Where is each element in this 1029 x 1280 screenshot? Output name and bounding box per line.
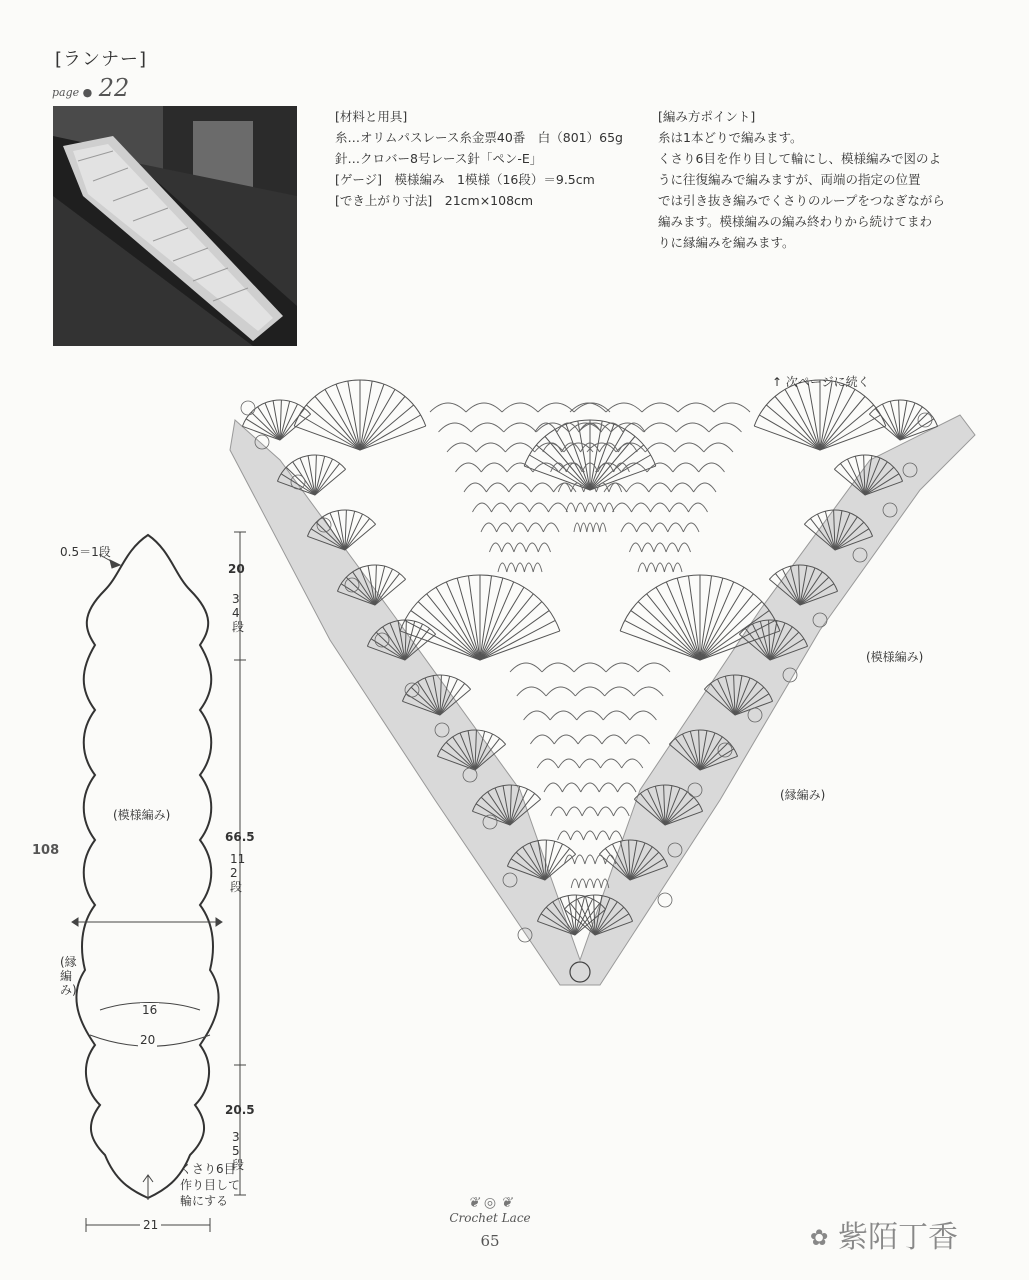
dim-bottom-rows: 35段 [232,1130,245,1172]
points-line: うに往復編みで編みますが、両端の指定の位置 [658,172,921,187]
diagram-pattern-label: (模様編み) [866,650,924,664]
points-line: くさり6目を作り目して輪にし、模様編みで図のよ [658,151,941,166]
points-heading: [編み方ポイント] [658,109,756,124]
fan-motif [524,420,656,490]
border-band [230,415,975,985]
page-reference [52,74,129,102]
points-line: 編みます。模様編みの編み終わりから続けてまわ [658,214,933,229]
footer-brand: Crochet Lace [449,1211,531,1225]
schematic-top-label: 0.5＝1段 [60,545,111,559]
schematic-border-label: (縁編み) [60,955,77,997]
points-line: では引き抜き編みでくさりのループをつなぎながら [658,193,945,208]
materials-line: 糸…オリムパスレース糸金票40番 白（801）65g [335,130,623,145]
watermark-text: 紫陌丁香 [837,1220,958,1255]
dim-mid-value: 66.5 [225,830,255,844]
page-ref-number: 22 [98,74,130,102]
materials-heading: [材料と用具] [335,109,408,124]
start-note-line: 輪にする [180,1194,229,1208]
dim-bottom-value: 20.5 [225,1103,255,1117]
start-note-line: くさり6目 [180,1162,236,1176]
dim-top-rows: 34段 [232,592,245,634]
diagram-border-label: (縁編み) [780,788,826,802]
materials-line: 針…クロバー8号レース針「ペン-E」 [335,151,543,166]
points-line: りに縁編みを編みます。 [658,235,795,250]
width-16: 16 [142,1003,158,1017]
dot-icon: ● [82,86,93,99]
footer-brand-block [420,1195,560,1225]
fan-motif [294,380,426,450]
dim-top-value: 20 [228,562,245,576]
page-prefix: page [52,86,80,99]
crochet-chart-diagram [220,360,980,1010]
wechat-icon: ✿ [810,1226,829,1251]
materials-line: [でき上がり寸法] 21cm×108cm [335,193,534,208]
page-number: 65 [480,1232,500,1250]
fan-motif [242,400,310,440]
row-number-marker [241,401,255,415]
materials-block [335,106,623,211]
runner-photo [53,106,297,346]
width-21: 21 [140,1218,161,1232]
fan-motif [754,380,886,450]
start-note-line: 作り目して [180,1178,241,1192]
continue-note: ↑ 次ページに続く [772,375,870,389]
points-line: 糸は1本どりで編みます。 [658,130,803,145]
schematic-pattern-label: (模様編み) [113,808,171,822]
row-number-marker [658,893,672,907]
points-block [658,106,958,253]
side-mark: 108 [32,843,60,858]
schematic-outline [76,535,218,1198]
watermark [810,1212,958,1256]
width-20: 20 [140,1033,156,1047]
start-note [180,1161,240,1209]
section-title: [ランナー] [55,49,148,70]
ornament-icon: ❦ ◎ ❦ [467,1195,513,1211]
materials-line: [ゲージ] 模様編み 1模様（16段）＝9.5cm [335,172,595,187]
fan-motif [400,575,560,660]
dim-mid-rows: 112段 [230,852,246,894]
